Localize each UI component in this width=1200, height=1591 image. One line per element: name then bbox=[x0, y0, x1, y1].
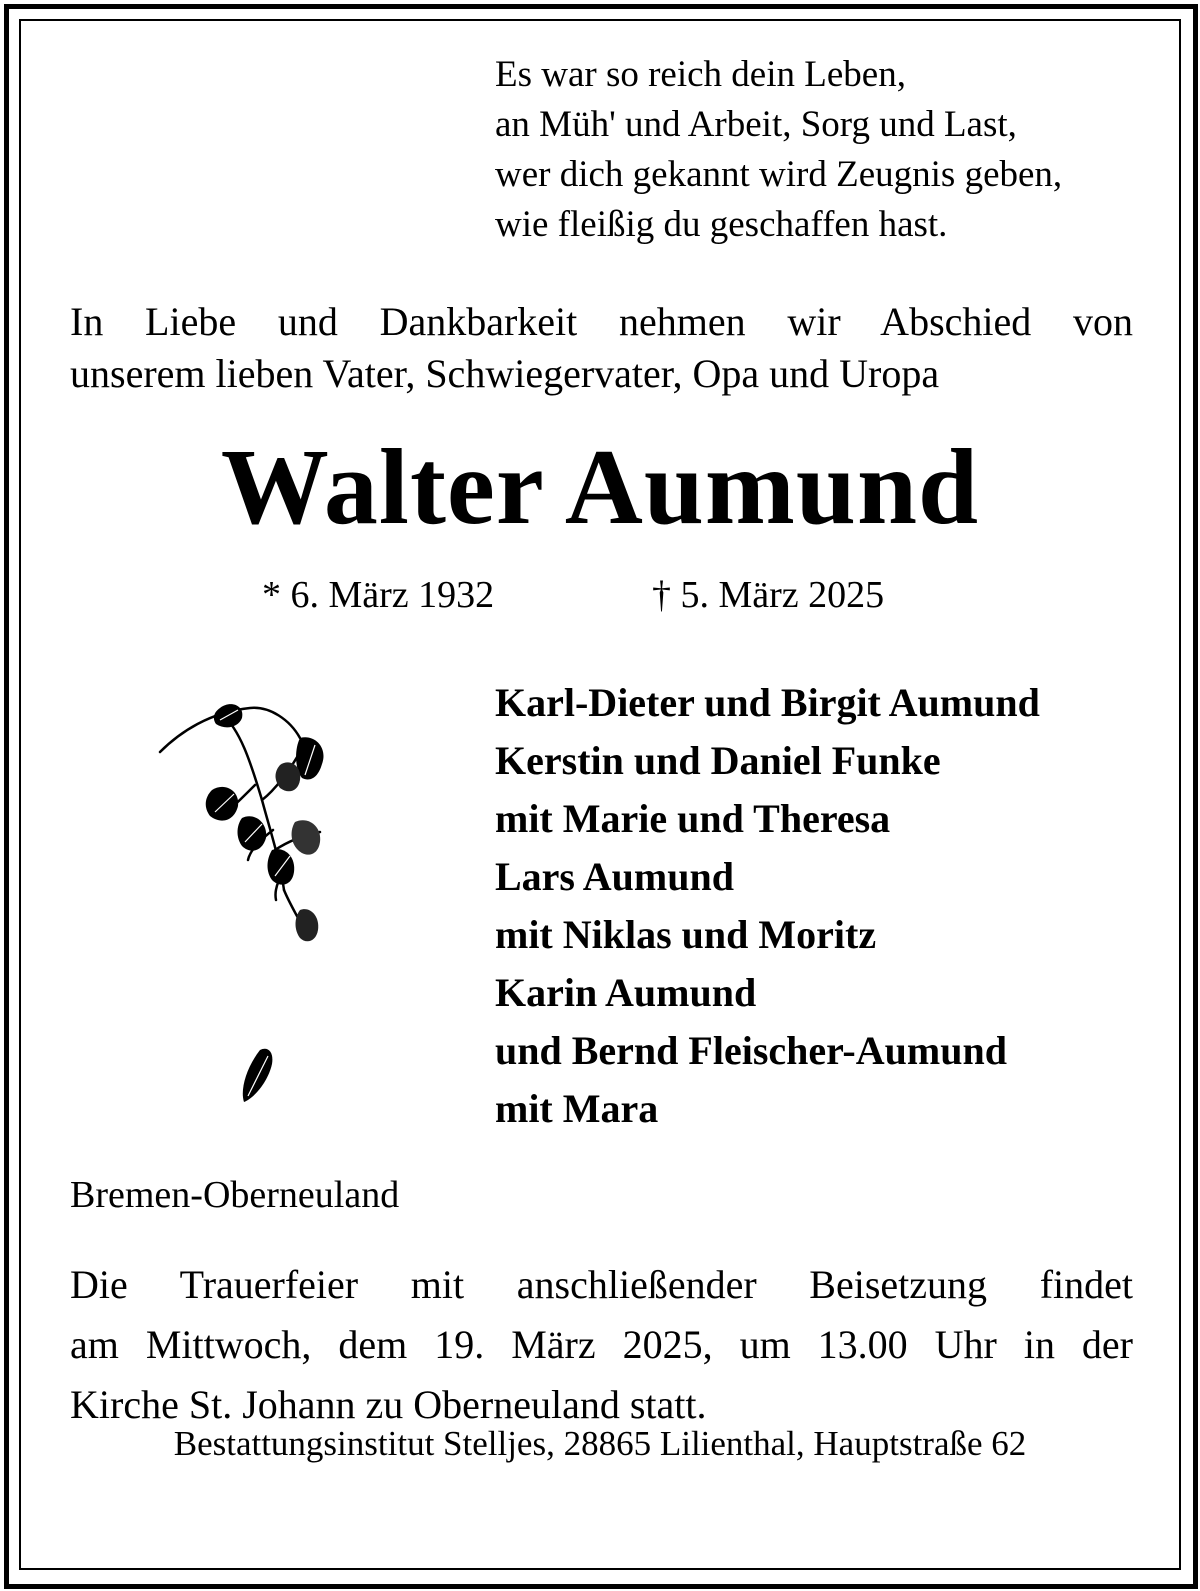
funeral-home: Bestattungsinstitut Stelljes, 28865 Lilienthal, Hauptstraße 62 bbox=[173, 1424, 1027, 1463]
family-line: mit Mara bbox=[495, 1086, 659, 1131]
family-list bbox=[495, 674, 1040, 1138]
intro-text bbox=[70, 296, 1133, 400]
poem-line: wie fleißig du geschaffen hast. bbox=[495, 204, 948, 245]
poem-line: an Müh' und Arbeit, Sorg und Last, bbox=[495, 104, 1017, 145]
death-date: † 5. März 2025 bbox=[652, 574, 885, 616]
poem-line: Es war so reich dein Leben, bbox=[495, 54, 906, 95]
birch-branch-icon bbox=[150, 690, 370, 1130]
intro-line: unserem lieben Vater, Schwiegervater, Opa und Uropa bbox=[70, 351, 940, 396]
poem-line: wer dich gekannt wird Zeugnis geben, bbox=[495, 154, 1063, 195]
poem bbox=[495, 50, 1062, 250]
family-line: Lars Aumund bbox=[495, 854, 734, 899]
ceremony-line: am Mittwoch, dem 19. März 2025, um 13.00 Uhr in der bbox=[70, 1322, 1133, 1367]
ceremony-text bbox=[70, 1255, 1133, 1435]
family-line: und Bernd Fleischer-Aumund bbox=[495, 1028, 1007, 1073]
place: Bremen-Oberneuland bbox=[70, 1174, 400, 1216]
deceased-name: Walter Aumund bbox=[220, 428, 980, 547]
ceremony-line: Die Trauerfeier mit anschließender Beisetzung findet bbox=[70, 1262, 1133, 1307]
birth-date: * 6. März 1932 bbox=[262, 574, 495, 616]
family-line: mit Marie und Theresa bbox=[495, 796, 891, 841]
family-line: Kerstin und Daniel Funke bbox=[495, 738, 941, 783]
family-line: Karl-Dieter und Birgit Aumund bbox=[495, 680, 1040, 725]
family-line: mit Niklas und Moritz bbox=[495, 912, 877, 957]
family-line: Karin Aumund bbox=[495, 970, 757, 1015]
ceremony-line: Kirche St. Johann zu Oberneuland statt. bbox=[70, 1382, 707, 1427]
intro-line: In Liebe und Dankbarkeit nehmen wir Abschied von bbox=[70, 299, 1133, 344]
